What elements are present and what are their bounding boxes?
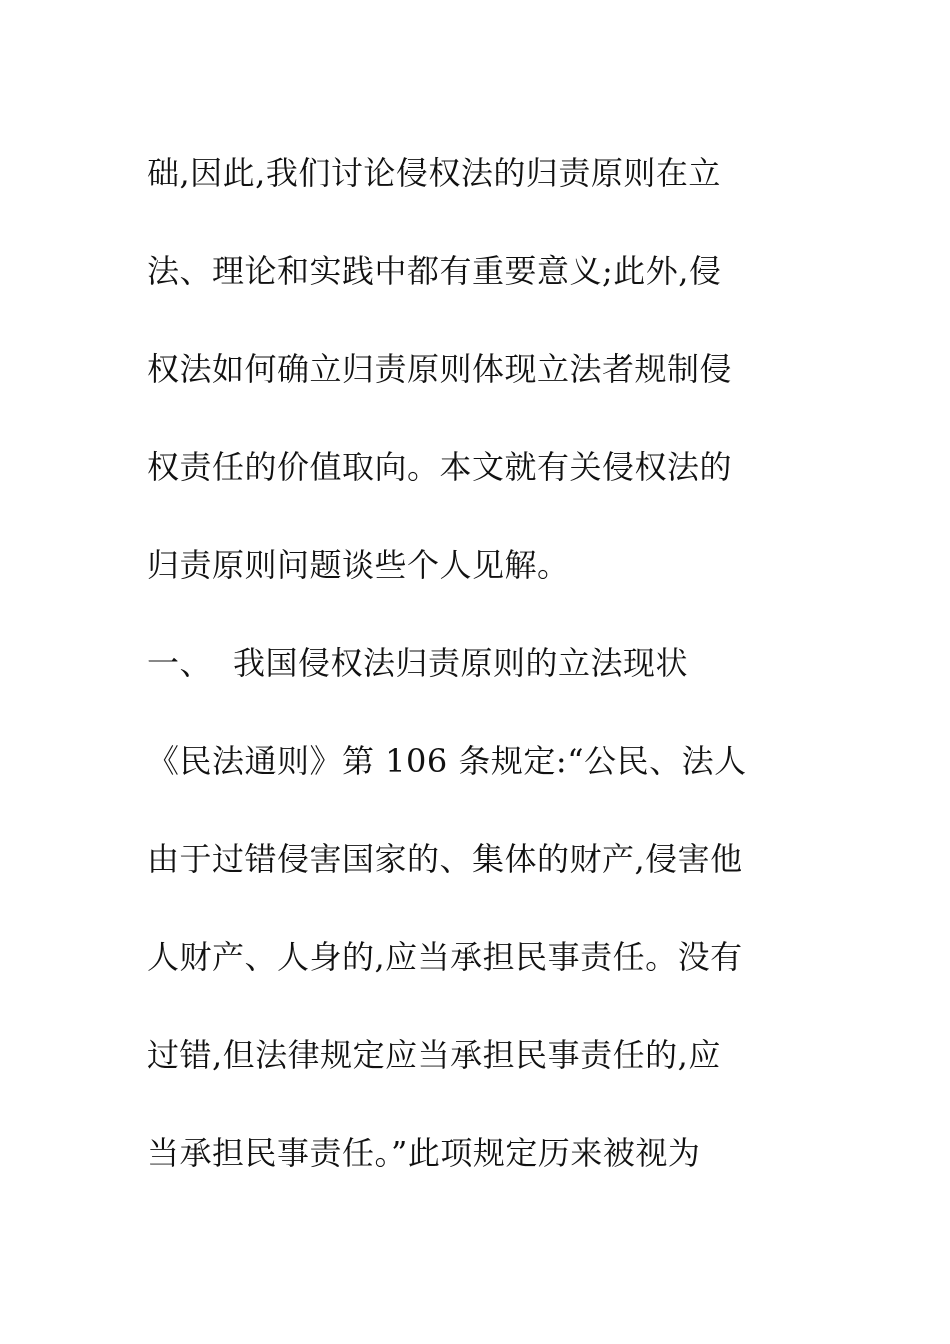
paragraph-line: 法、理论和实践中都有重要意义;此外,侵 [147, 252, 722, 290]
paragraph-line: 归责原则问题谈些个人见解。 [147, 546, 570, 584]
paragraph-line: 过错,但法律规定应当承担民事责任的,应 [147, 1036, 721, 1074]
paragraph-line: 权法如何确立归责原则体现立法者规制侵 [147, 350, 733, 388]
paragraph-line: 由于过错侵害国家的、集体的财产,侵害他 [147, 840, 743, 878]
paragraph-line: 《民法通则》第 106 条规定:“公民、法人 [147, 742, 747, 780]
paragraph-line: 当承担民事责任。”此项规定历来被视为 [147, 1134, 701, 1172]
body-text [147, 124, 837, 1202]
section-number: 一、 [147, 644, 213, 682]
section-heading [147, 614, 837, 712]
paragraph-line: 权责任的价值取向。本文就有关侵权法的 [147, 448, 733, 486]
paragraph-line: 础,因此,我们讨论侵权法的归责原则在立 [147, 154, 721, 192]
section-title: 我国侵权法归责原则的立法现状 [233, 644, 689, 682]
paragraph-line: 人财产、人身的,应当承担民事责任。没有 [147, 938, 743, 976]
